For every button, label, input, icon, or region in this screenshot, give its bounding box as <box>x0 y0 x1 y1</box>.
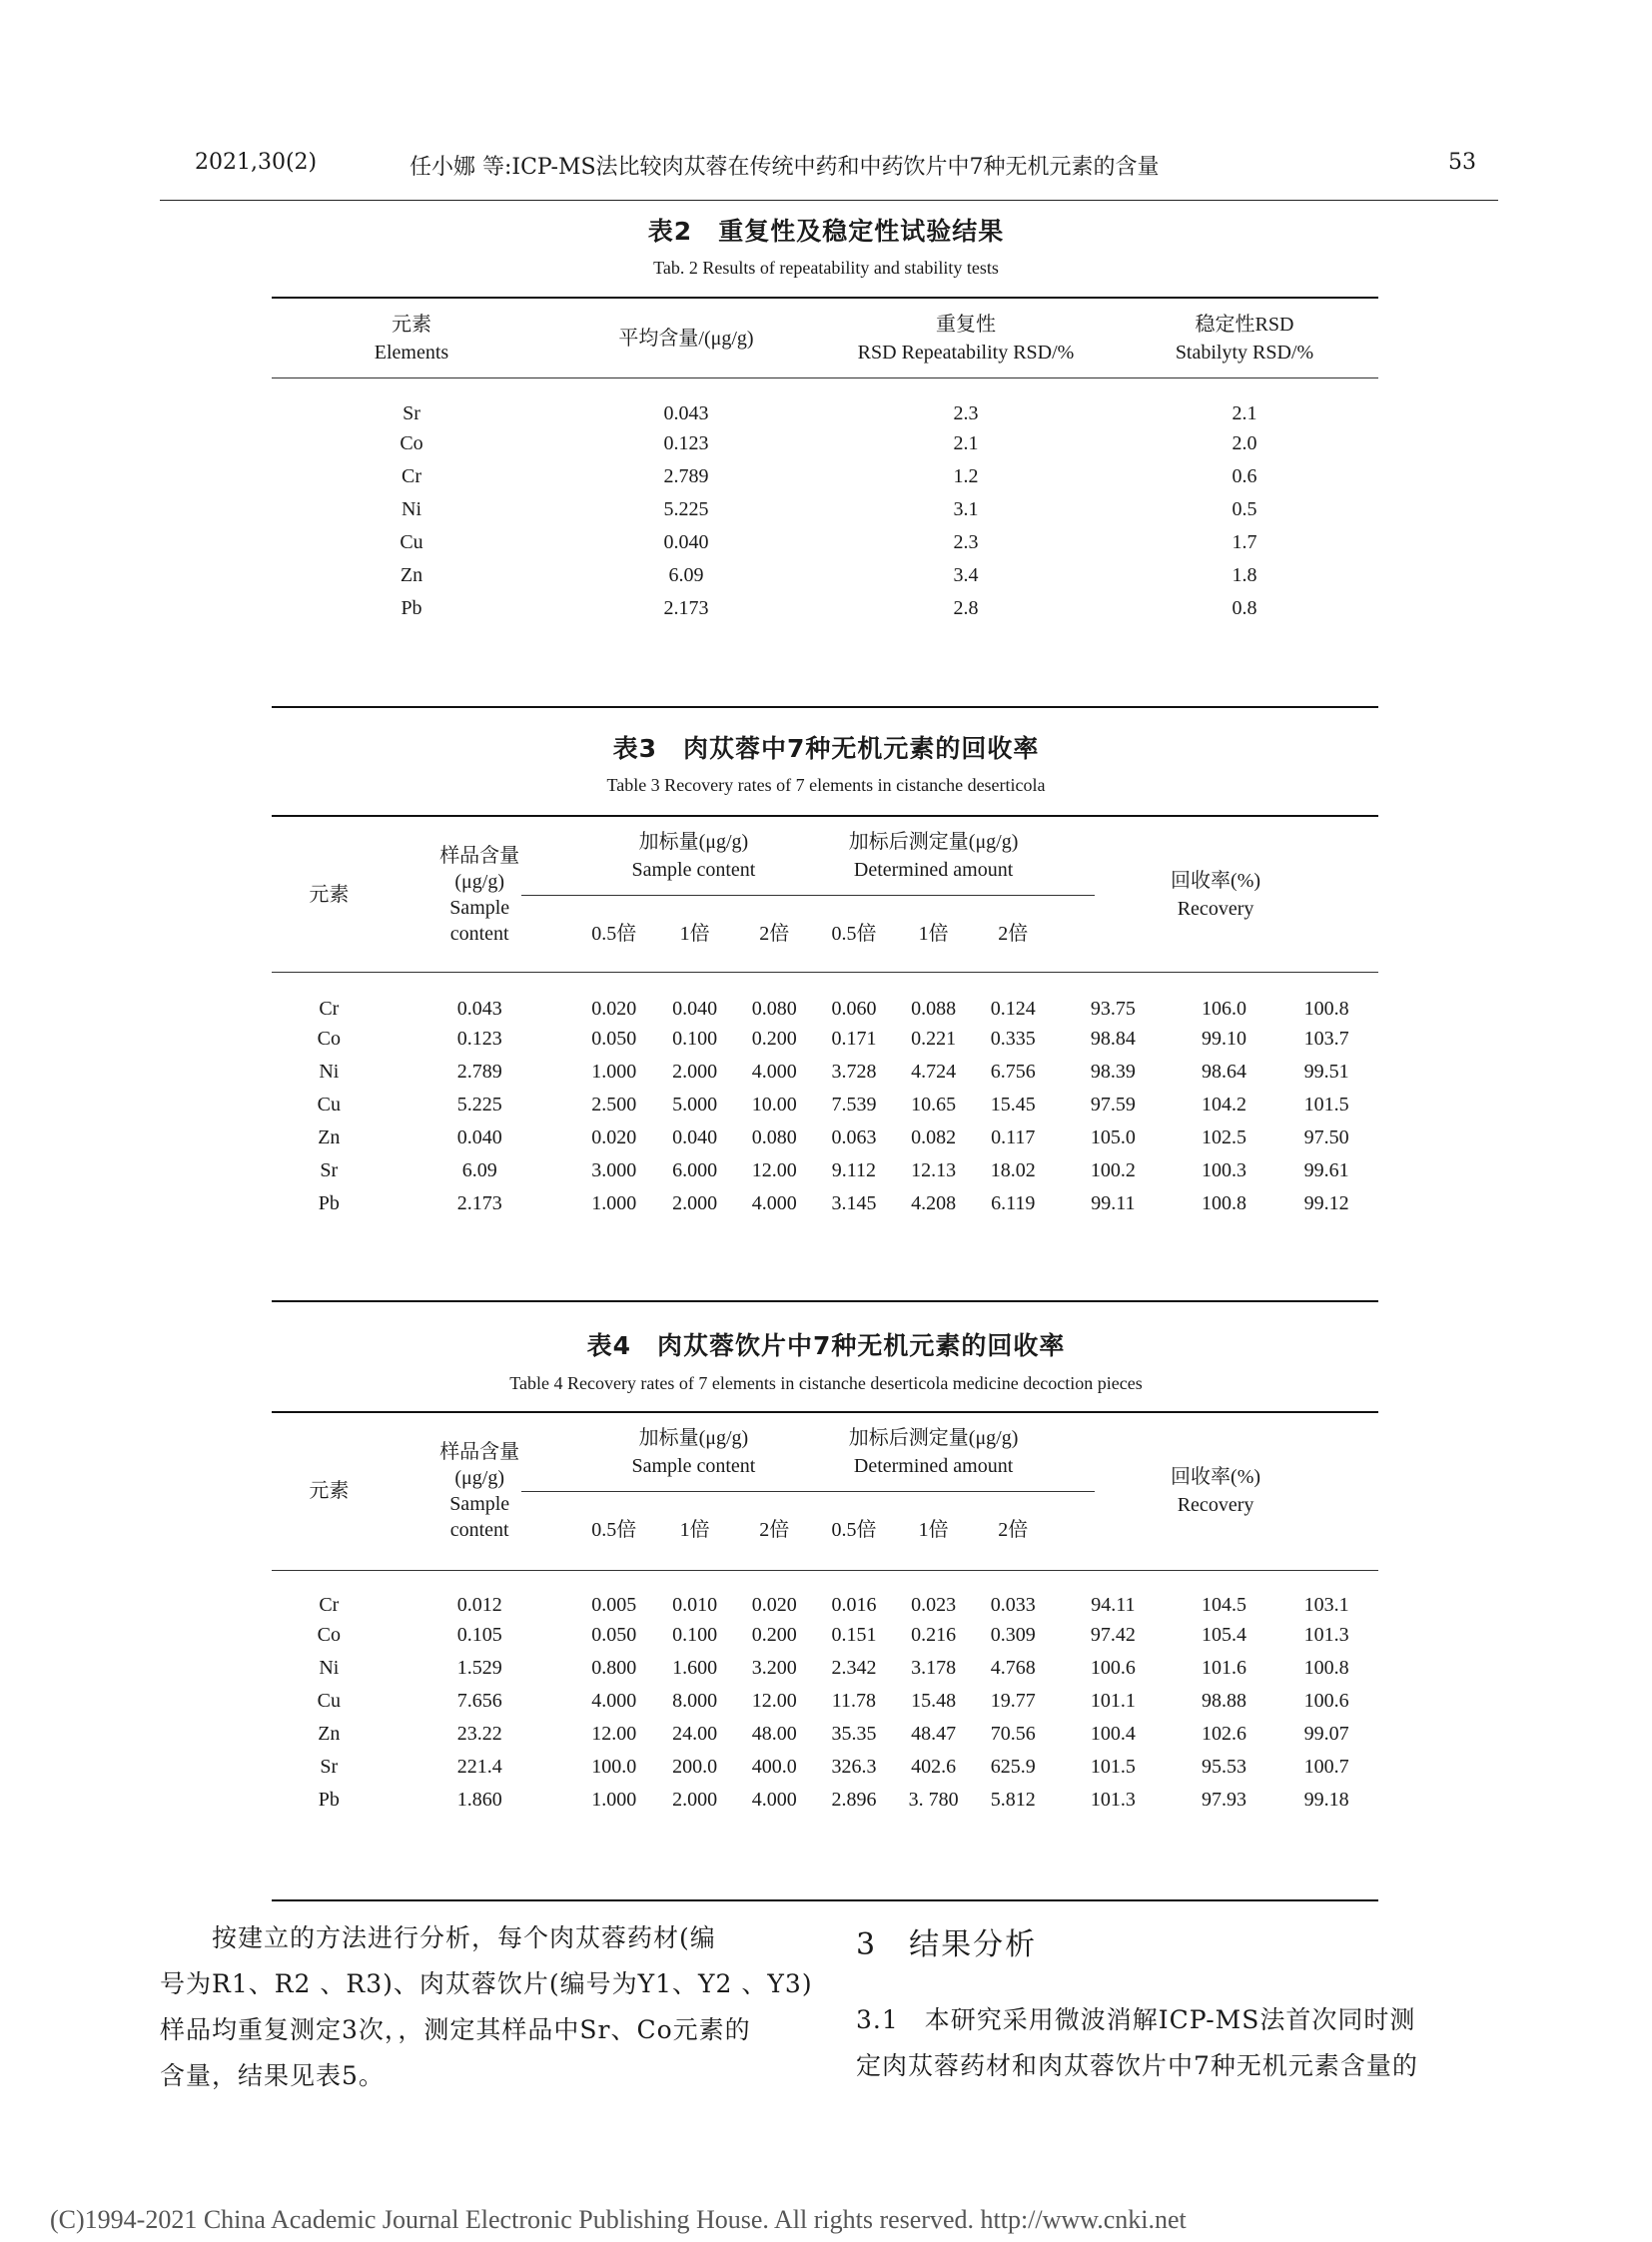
table-cell: 101.6 <box>1201 1657 1246 1679</box>
table4-title: 表4 肉苁蓉饮片中7种无机元素的回收率 <box>586 1331 1066 1360</box>
table-cell: 102.5 <box>1201 1126 1246 1148</box>
table-cell: Cu <box>317 1690 341 1712</box>
table-cell: 3.200 <box>751 1657 797 1679</box>
col-group-determined <box>814 817 1053 895</box>
table-cell: 400.0 <box>751 1756 797 1778</box>
table3-title: 表3 肉苁蓉中7种无机元素的回收率 <box>612 734 1040 763</box>
body-left-paragraph: 按建立的方法进行分析，每个肉苁蓉药材(编 号为R1、R2 、R3)、肉苁蓉饮片(编号为Y1、Y2 、Y3) 样品均重复测定3次，，测定其样品中Sr、Co元素的 含量，结果见表5。 <box>160 1923 813 2090</box>
table-cell: 3.1 <box>953 498 979 520</box>
table-cell: 98.64 <box>1201 1061 1246 1083</box>
table3-bottom-rule <box>272 1300 1378 1302</box>
header-line: Determined amount <box>853 1455 1014 1477</box>
table-cell: 3.728 <box>831 1061 877 1083</box>
col-added-multiple: 2倍 <box>759 923 790 945</box>
table-cell: Co <box>400 432 423 454</box>
table-cell: 100.8 <box>1201 1192 1246 1214</box>
table-cell: 101.1 <box>1090 1690 1136 1712</box>
table-cell: Cr <box>319 998 340 1020</box>
table-cell: 99.07 <box>1303 1723 1349 1745</box>
table4-subtitle: Table 4 Recovery rates of 7 elements in cistanche deserticola medicine decoction pieces <box>509 1373 1143 1393</box>
table-cell: 0.6 <box>1232 465 1257 487</box>
table3-body <box>272 973 1378 1220</box>
table3-subtitle: Table 3 Recovery rates of 7 elements in cistanche deserticola <box>606 775 1046 795</box>
table-cell: 0.100 <box>672 1028 718 1050</box>
table-cell: 1.2 <box>953 465 979 487</box>
table-cell: 97.59 <box>1090 1094 1136 1116</box>
table-cell: 1.000 <box>591 1789 637 1811</box>
table-cell: 99.10 <box>1201 1028 1246 1050</box>
table-cell: 0.020 <box>591 1126 637 1148</box>
table-cell: 3.145 <box>831 1192 877 1214</box>
table-cell: 6.756 <box>990 1061 1036 1083</box>
table-cell: 18.02 <box>990 1159 1036 1181</box>
table-cell: 0.082 <box>911 1126 957 1148</box>
table-cell: 100.7 <box>1303 1756 1349 1778</box>
table-cell: Sr <box>320 1159 339 1181</box>
table-cell: 2.000 <box>672 1192 718 1214</box>
table-row <box>272 1089 1378 1121</box>
header-rule <box>160 200 1498 201</box>
table-cell: 0.063 <box>831 1126 877 1148</box>
page-number: 53 <box>1448 150 1476 175</box>
table-row <box>272 1056 1378 1089</box>
col-added-multiple: 2倍 <box>759 1519 790 1541</box>
col-added-multiple: 1倍 <box>679 923 710 945</box>
table3 <box>272 817 1378 1220</box>
table-cell: 0.123 <box>456 1028 502 1050</box>
running-header <box>195 150 1493 190</box>
table4-body <box>272 1569 1378 1817</box>
table-cell: 9.112 <box>831 1159 877 1181</box>
table-cell: 0.216 <box>911 1624 957 1646</box>
table-row <box>272 1718 1378 1751</box>
table2-top-rule <box>272 297 1378 299</box>
table-cell: 12.13 <box>911 1159 957 1181</box>
table-cell: 0.040 <box>663 531 709 553</box>
table-cell: 2.0 <box>1232 432 1257 454</box>
table-cell: 0.005 <box>591 1594 637 1616</box>
table-cell: 15.45 <box>990 1094 1036 1116</box>
table-cell: 5.812 <box>990 1789 1036 1811</box>
table-cell: 6.000 <box>672 1159 718 1181</box>
header-line: (μg/g) <box>454 871 504 893</box>
table-cell: 1.600 <box>672 1657 718 1679</box>
table3-head <box>272 817 1378 973</box>
table-cell: 100.4 <box>1090 1723 1136 1745</box>
table-cell: 4.000 <box>591 1690 637 1712</box>
header-line: 样品含量 <box>439 1441 520 1463</box>
table-cell: 0.117 <box>991 1126 1036 1148</box>
table-cell: 326.3 <box>831 1756 877 1778</box>
table-cell: 100.3 <box>1201 1159 1246 1181</box>
table-cell: 5.000 <box>672 1094 718 1116</box>
header-line: 加标量(μg/g) <box>638 831 749 853</box>
table-cell: 2.789 <box>663 465 709 487</box>
table-cell: 0.043 <box>456 998 502 1020</box>
header-line: Recovery <box>1177 898 1254 920</box>
table-cell: 35.35 <box>831 1723 877 1745</box>
table-cell: 97.50 <box>1303 1126 1349 1148</box>
table-cell: 100.6 <box>1090 1657 1136 1679</box>
header-line: Sample content <box>631 859 756 881</box>
table-cell: 0.171 <box>831 1028 877 1050</box>
table-cell: 2.173 <box>456 1192 502 1214</box>
table-cell: 104.5 <box>1201 1594 1246 1616</box>
table-row <box>272 460 1378 493</box>
running-title: 任小娜 等:ICP-MS法比较肉苁蓉在传统中药和中药饮片中7种无机元素的含量 <box>410 155 1160 180</box>
table-cell: 95.53 <box>1201 1756 1246 1778</box>
table-row <box>272 973 1378 1023</box>
col-determined-multiple: 2倍 <box>998 923 1029 945</box>
col-determined-multiple: 1倍 <box>918 923 949 945</box>
table-cell: 103.1 <box>1303 1594 1349 1616</box>
table-cell: 0.8 <box>1232 597 1257 619</box>
table-cell: 7.656 <box>456 1690 502 1712</box>
table-cell: 0.335 <box>990 1028 1036 1050</box>
table-cell: 2.000 <box>672 1061 718 1083</box>
table-cell: 0.309 <box>990 1624 1036 1646</box>
table-row <box>272 592 1378 625</box>
table-cell: 70.56 <box>990 1723 1036 1745</box>
table-cell: 1.8 <box>1232 564 1257 586</box>
table-row <box>272 1652 1378 1685</box>
table-cell: 98.84 <box>1090 1028 1136 1050</box>
header-line: 回收率(%) <box>1171 870 1261 892</box>
header-line: 加标后测定量(μg/g) <box>848 1427 1019 1449</box>
table-row <box>272 1154 1378 1187</box>
table2-title: 表2 重复性及稳定性试验结果 <box>647 217 1005 246</box>
table-cell: Cu <box>400 531 423 553</box>
table-row <box>272 526 1378 559</box>
table-cell: 0.124 <box>990 998 1036 1020</box>
journal-volume: 2021,30(2) <box>195 150 318 175</box>
table-cell: 15.48 <box>911 1690 957 1712</box>
table-cell: Co <box>317 1028 341 1050</box>
table-cell: Zn <box>400 564 423 586</box>
table-row <box>272 1784 1378 1817</box>
table-cell: 101.3 <box>1090 1789 1136 1811</box>
header-line: Recovery <box>1177 1494 1254 1516</box>
table-cell: Ni <box>319 1061 340 1083</box>
table-cell: 5.225 <box>456 1094 502 1116</box>
table-cell: Cr <box>402 465 421 487</box>
table2-bottom-rule <box>272 706 1378 708</box>
table-cell: 97.42 <box>1090 1624 1136 1646</box>
header-line: Sample content <box>631 1455 756 1477</box>
table-cell: 8.000 <box>672 1690 718 1712</box>
table-cell: 0.033 <box>990 1594 1036 1616</box>
table-row <box>272 427 1378 460</box>
table-cell: 0.080 <box>751 1126 797 1148</box>
table-cell: 4.768 <box>990 1657 1036 1679</box>
col-determined-multiple: 0.5倍 <box>831 1519 877 1541</box>
table-cell: 2.173 <box>663 597 709 619</box>
table-cell: 0.040 <box>672 1126 718 1148</box>
table-cell: 48.47 <box>911 1723 957 1745</box>
table-cell: 99.61 <box>1303 1159 1349 1181</box>
table-cell: 99.11 <box>1091 1192 1136 1214</box>
table-cell: 93.75 <box>1090 998 1136 1020</box>
table-cell: 4.208 <box>911 1192 957 1214</box>
table-cell: 0.020 <box>591 998 637 1020</box>
table-cell: Pb <box>318 1192 340 1214</box>
table-cell: Sr <box>403 402 420 424</box>
header-line: 加标量(μg/g) <box>638 1427 749 1449</box>
table-cell: 2.8 <box>953 597 979 619</box>
table-cell: 23.22 <box>456 1723 502 1745</box>
table-cell: 3.4 <box>953 564 979 586</box>
table-row <box>272 1619 1378 1652</box>
table-cell: 100.0 <box>591 1756 637 1778</box>
table-cell: 4.000 <box>751 1061 797 1083</box>
table4 <box>272 1413 1378 1817</box>
table2-body <box>272 377 1378 625</box>
table2-col-repeatability: 重复性 RSD Repeatability RSD/% <box>857 314 1075 364</box>
table-cell: 100.8 <box>1303 1657 1349 1679</box>
table-cell: 94.11 <box>1091 1594 1136 1616</box>
table-row <box>272 1751 1378 1784</box>
col-added-multiple: 0.5倍 <box>591 923 637 945</box>
table-cell: 200.0 <box>672 1756 718 1778</box>
table-cell: Cr <box>319 1594 340 1616</box>
table-cell: 101.5 <box>1303 1094 1349 1116</box>
table-cell: 3. 780 <box>908 1789 959 1811</box>
table-cell: 1.529 <box>456 1657 502 1679</box>
table-cell: Zn <box>318 1723 341 1745</box>
table-row <box>272 493 1378 526</box>
table-cell: 0.123 <box>663 432 709 454</box>
table-cell: 105.0 <box>1090 1126 1136 1148</box>
table-cell: 2.000 <box>672 1789 718 1811</box>
col-group-recovery <box>1053 1413 1378 1569</box>
table-cell: 99.12 <box>1303 1192 1349 1214</box>
table-header-row <box>272 1413 1378 1491</box>
table-cell: Cu <box>317 1094 341 1116</box>
table-row <box>272 1187 1378 1220</box>
table-cell: 6.09 <box>668 564 704 586</box>
header-line: 加标后测定量(μg/g) <box>848 831 1019 853</box>
table-cell: 2.3 <box>953 402 979 424</box>
table-row <box>272 559 1378 592</box>
table-cell: 0.012 <box>456 1594 502 1616</box>
table-cell: 6.09 <box>461 1159 497 1181</box>
table-cell: 0.200 <box>751 1028 797 1050</box>
col-group-added <box>573 817 814 895</box>
header-line: Determined amount <box>853 859 1014 881</box>
col-added-multiple: 0.5倍 <box>591 1519 637 1541</box>
header-line: 样品含量 <box>439 845 520 867</box>
header-line: Sample <box>449 1493 510 1515</box>
col-group-recovery <box>1053 817 1378 973</box>
table-cell: 2.789 <box>456 1061 502 1083</box>
col-determined-multiple: 2倍 <box>998 1519 1029 1541</box>
table-cell: 12.00 <box>751 1690 797 1712</box>
table-cell: 0.050 <box>591 1624 637 1646</box>
table-row <box>272 377 1378 427</box>
table-cell: 4.724 <box>911 1061 957 1083</box>
table-cell: 0.020 <box>751 1594 797 1616</box>
section-heading: 3 结果分析 <box>856 1927 1038 1962</box>
table-cell: 12.00 <box>591 1723 637 1745</box>
table-cell: 100.8 <box>1303 998 1349 1020</box>
table-cell: 0.060 <box>831 998 877 1020</box>
table-cell: 0.040 <box>456 1126 502 1148</box>
table-cell: 98.39 <box>1090 1061 1136 1083</box>
table-cell: 1.000 <box>591 1192 637 1214</box>
table-cell: 12.00 <box>751 1159 797 1181</box>
table-cell: 10.00 <box>751 1094 797 1116</box>
col-sample-content <box>387 1413 573 1569</box>
table-cell: 0.080 <box>751 998 797 1020</box>
table-cell: Sr <box>320 1756 339 1778</box>
table-cell: 3.000 <box>591 1159 637 1181</box>
table-cell: Co <box>317 1624 341 1646</box>
table-row <box>272 1121 1378 1154</box>
table-cell: 2.500 <box>591 1094 637 1116</box>
col-sample-content <box>387 817 573 973</box>
col-determined-multiple: 0.5倍 <box>831 923 877 945</box>
table-cell: 19.77 <box>990 1690 1036 1712</box>
header-line: (μg/g) <box>454 1467 504 1489</box>
table-cell: 99.51 <box>1303 1061 1349 1083</box>
table-cell: 24.00 <box>672 1723 718 1745</box>
table-cell: Ni <box>319 1657 340 1679</box>
table-row <box>272 1023 1378 1056</box>
table-cell: Pb <box>401 597 422 619</box>
copyright-footer: (C)1994-2021 China Academic Journal Electronic Publishing House. All rights reserved. http://www.cnki.net <box>50 2205 1187 2234</box>
table-cell: 5.225 <box>663 498 709 520</box>
table-cell: 0.105 <box>456 1624 502 1646</box>
table-cell: 2.896 <box>831 1789 877 1811</box>
table-cell: 625.9 <box>990 1756 1036 1778</box>
table-cell: 0.040 <box>672 998 718 1020</box>
table-cell: 402.6 <box>911 1756 957 1778</box>
table-cell: 98.88 <box>1201 1690 1246 1712</box>
col-group-determined <box>814 1413 1053 1491</box>
table-cell: 104.2 <box>1201 1094 1246 1116</box>
table-cell: 48.00 <box>751 1723 797 1745</box>
table-cell: 0.800 <box>591 1657 637 1679</box>
table-cell: 100.6 <box>1303 1690 1349 1712</box>
table-cell: 2.3 <box>953 531 979 553</box>
table-cell: 1.860 <box>456 1789 502 1811</box>
table-cell: 3.178 <box>911 1657 957 1679</box>
table-row <box>272 1685 1378 1718</box>
table-cell: 106.0 <box>1201 998 1246 1020</box>
table-cell: 0.100 <box>672 1624 718 1646</box>
col-element: 元素 <box>309 884 350 906</box>
table4-bottom-rule <box>272 1899 1378 1901</box>
table-cell: 0.023 <box>911 1594 957 1616</box>
table-cell: Zn <box>318 1126 341 1148</box>
table-cell: 4.000 <box>751 1789 797 1811</box>
header-line: 回收率(%) <box>1171 1466 1261 1488</box>
col-element: 元素 <box>309 1480 350 1502</box>
table-cell: 101.5 <box>1090 1756 1136 1778</box>
table-cell: 6.119 <box>991 1192 1036 1214</box>
table-cell: 7.539 <box>831 1094 877 1116</box>
table2-col-stability: 稳定性RSD Stabilyty RSD/% <box>1175 314 1314 364</box>
table-cell: 0.151 <box>831 1624 877 1646</box>
table-cell: 4.000 <box>751 1192 797 1214</box>
table-cell: 1.000 <box>591 1061 637 1083</box>
table-cell: 97.93 <box>1201 1789 1246 1811</box>
header-line: Sample <box>449 897 510 919</box>
table-cell: 1.7 <box>1232 531 1257 553</box>
table2-subtitle: Tab. 2 Results of repeatability and stability tests <box>653 258 999 278</box>
table-cell: 101.3 <box>1303 1624 1349 1646</box>
table-cell: 10.65 <box>911 1094 957 1116</box>
table-row <box>272 1569 1378 1619</box>
table4-head <box>272 1413 1378 1569</box>
table-cell: 99.18 <box>1303 1789 1349 1811</box>
col-determined-multiple: 1倍 <box>918 1519 949 1541</box>
table-cell: 100.2 <box>1090 1159 1136 1181</box>
col-added-multiple: 1倍 <box>679 1519 710 1541</box>
col-group-added <box>573 1413 814 1491</box>
table-cell: Pb <box>318 1789 340 1811</box>
table-cell: 0.010 <box>672 1594 718 1616</box>
table2 <box>272 300 1378 625</box>
table-cell: 0.050 <box>591 1028 637 1050</box>
table-cell: Ni <box>402 498 421 520</box>
table-cell: 0.221 <box>911 1028 957 1050</box>
table2-col-mean: 平均含量/(μg/g) <box>618 328 754 350</box>
table-cell: 0.088 <box>911 998 957 1020</box>
table-cell: 0.5 <box>1232 498 1257 520</box>
body-right-paragraph: 3.1 本研究采用微波消解ICP-MS法首次同时测 定肉苁蓉药材和肉苁蓉饮片中7种无机元素含量的 <box>856 2005 1418 2080</box>
table2-col-element: 元素 Elements <box>374 314 449 364</box>
table-cell: 0.200 <box>751 1624 797 1646</box>
header-line: content <box>449 1519 509 1541</box>
table-cell: 105.4 <box>1201 1624 1246 1646</box>
table-cell: 0.016 <box>831 1594 877 1616</box>
table-cell: 2.1 <box>953 432 979 454</box>
table-cell: 221.4 <box>456 1756 502 1778</box>
table-header-row <box>272 817 1378 895</box>
table-cell: 103.7 <box>1303 1028 1349 1050</box>
table-cell: 0.043 <box>663 402 709 424</box>
header-line: content <box>449 923 509 945</box>
table-cell: 11.78 <box>831 1690 877 1712</box>
table-cell: 2.342 <box>831 1657 877 1679</box>
table-cell: 2.1 <box>1232 402 1257 424</box>
table-cell: 102.6 <box>1201 1723 1246 1745</box>
